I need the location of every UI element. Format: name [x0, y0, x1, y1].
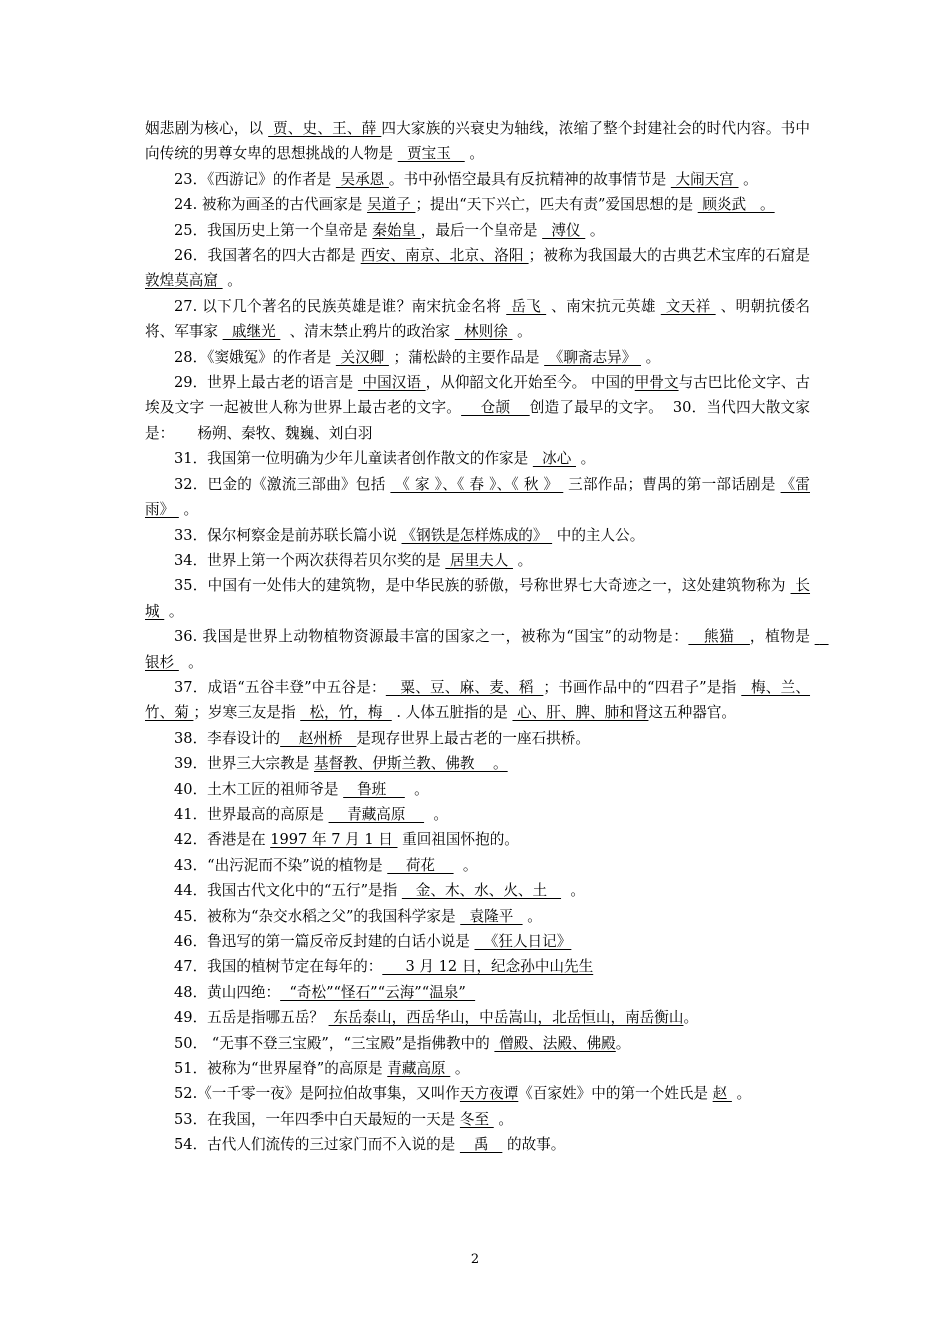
question-paragraph: [145, 1132, 810, 1157]
question-text: 24. 被称为画圣的古代画家是: [174, 196, 368, 214]
question-text: 。: [575, 450, 596, 468]
question-paragraph: [145, 573, 810, 624]
question-text: 。: [512, 551, 533, 569]
question-paragraph: [145, 523, 810, 548]
question-paragraph: [145, 167, 810, 192]
question-text: 38．李春设计的: [174, 729, 281, 747]
question-text: ；岁寒三友是指: [193, 704, 301, 722]
question-text: 。: [222, 272, 242, 290]
answer-blank: 荷花: [387, 856, 454, 874]
question-text: 39．世界三大宗教是: [174, 755, 314, 773]
question-paragraph: [145, 446, 810, 471]
answer-blank: 冰心: [532, 450, 576, 468]
answer-blank: 居里夫人: [445, 551, 513, 569]
question-text: 40．土木工匠的祖师爷是: [174, 780, 344, 798]
answer-blank: 甲骨文: [634, 374, 679, 392]
question-text: 。: [738, 170, 758, 188]
question-paragraph: [145, 192, 810, 217]
question-text: ，从仰韶文化开始至今。 中国的: [425, 374, 635, 392]
question-paragraph: [145, 345, 810, 370]
question-paragraph: [145, 1107, 810, 1132]
answer-blank: 《聊斋志异》: [544, 348, 641, 366]
answer-blank: 青藏高原: [328, 805, 425, 823]
question-text: 53．在我国，一年四季中白天最短的一天是: [174, 1110, 460, 1128]
question-text: ；提出“天下兴亡，匹夫有责”爱国思想的是: [415, 196, 698, 214]
question-text: 51．被称为“世界屋脊”的高原是: [174, 1060, 388, 1078]
question-text: 54．古代人们流传的三过家门而不入说的是: [174, 1136, 460, 1154]
question-paragraph: [145, 116, 810, 167]
answer-blank: 贾、史、王、薛: [268, 120, 382, 137]
question-text: 这五种器官。: [648, 704, 737, 722]
question-text: 29．世界上最古老的语言是: [174, 374, 358, 392]
page-number: 2: [470, 1252, 480, 1267]
answer-blank: 鲁班: [343, 780, 405, 798]
question-text: 。: [404, 780, 429, 798]
question-paragraph: [145, 294, 810, 345]
answer-blank: 敦煌莫高窟: [145, 272, 223, 290]
answer-blank: 《 家 》、《 春 》、《 秋 》: [390, 475, 564, 493]
question-text: ；蒲松龄的主要作品是: [388, 348, 545, 366]
question-paragraph: [145, 1081, 810, 1106]
question-text: . 人体五脏指的是: [391, 704, 513, 722]
question-text: 28．《窦娥冤》的作者是: [174, 348, 336, 366]
answer-blank: 吴承恩: [335, 170, 389, 188]
question-paragraph: [145, 954, 810, 979]
question-text: 52.《一千零一夜》是阿拉伯故事集，又叫作: [174, 1085, 460, 1103]
question-text: 。: [640, 348, 661, 366]
answer-blank: “奇松”“怪石”“云海”“温泉”: [280, 983, 476, 1001]
answer-blank: 金、木、水、火、土: [401, 882, 562, 900]
question-paragraph: [145, 1031, 810, 1056]
answer-blank: 秦始皇: [372, 221, 421, 239]
question-text: ；被称为我国最大的古典艺术宝库的石窟是: [528, 247, 815, 265]
question-text: ，植物是: [749, 628, 815, 646]
question-text: 创造了最早的文字。 30．当代四大散文家是： 杨朔、秦牧、魏巍、刘白羽: [145, 399, 810, 442]
answer-blank: 林则徐: [454, 323, 513, 341]
question-text: 32．巴金的《激流三部曲》包括: [174, 475, 391, 493]
answer-blank: 梅、兰、竹、菊: [145, 678, 811, 722]
answer-blank: 西安、南京、北京、洛阳: [360, 247, 529, 265]
answer-blank: 关汉卿: [335, 348, 389, 366]
answer-blank: 贾宝玉: [397, 145, 465, 163]
question-text: 。书中孙悟空最具有反抗精神的故事情节是: [388, 170, 671, 188]
answer-blank: 赵州桥: [280, 729, 357, 747]
question-text: 与古巴比伦文字、古埃及文字 一起被世人称为世界上最古老的文字。: [145, 374, 810, 417]
question-text: 。: [464, 145, 484, 163]
question-text: 。: [424, 805, 448, 823]
answer-blank: 仓颉: [461, 399, 530, 417]
answer-blank: 松，竹，梅: [300, 704, 392, 722]
question-text: 。: [178, 501, 199, 519]
answer-blank: 僧殿、法殿、佛殿: [494, 1034, 616, 1052]
answer-blank: 1997 年 7 月 1 日: [270, 831, 398, 849]
answer-blank: 溥仪: [542, 221, 586, 239]
question-text: 42．香港是在: [174, 831, 271, 849]
question-text: 26．我国著名的四大古都是: [174, 247, 361, 265]
question-text: 。: [164, 602, 184, 620]
question-paragraph: [145, 929, 810, 954]
question-text: 三部作品；曹禺的第一部话剧是: [563, 475, 781, 493]
answer-blank: 戚继光: [222, 323, 281, 341]
answer-blank: 青藏高原: [387, 1060, 451, 1078]
question-text: 。: [493, 1110, 513, 1128]
question-paragraph: [145, 802, 810, 827]
question-text: 的故事。: [502, 1136, 566, 1154]
question-paragraph: [145, 980, 810, 1005]
answer-blank: 长城: [145, 577, 811, 620]
answer-blank: 心、肝、脾、肺和肾: [512, 704, 649, 722]
question-text: 41．世界最高的高原是: [174, 805, 329, 823]
question-paragraph: [145, 878, 810, 903]
question-paragraph: [145, 624, 829, 675]
answer-blank: 岳飞: [506, 297, 547, 315]
question-text: 49．五岳是指哪五岳？: [174, 1009, 329, 1027]
question-paragraph: [145, 777, 810, 802]
question-paragraph: [145, 243, 815, 294]
question-text: ；书画作品中的“四君子”是指: [543, 678, 742, 696]
answer-blank: 文天祥: [660, 297, 716, 315]
question-text: 是现存世界上最古老的一座石拱桥。: [356, 729, 590, 747]
question-text: 。: [522, 907, 542, 925]
answer-blank: 赵: [712, 1085, 732, 1103]
question-text: 48．黄山四绝：: [174, 983, 281, 1001]
question-text: 31．我国第一位明确为少年儿童读者创作散文的作家是: [174, 450, 533, 468]
answer-blank: 粟、豆、麻、麦、稻: [385, 678, 544, 696]
question-text: 姻悲剧为核心，以: [145, 120, 269, 137]
question-paragraph: [145, 1056, 810, 1081]
answer-blank: 《钢铁是怎样炼成的》: [401, 526, 553, 544]
question-text: 37．成语“五谷丰登”中五谷是：: [174, 678, 386, 696]
question-text: 45．被称为“杂交水稻之父”的我国科学家是: [174, 907, 461, 925]
question-paragraph: [145, 472, 810, 523]
question-text: 。: [615, 1034, 631, 1052]
question-text: 44．我国古代文化中的“五行”是指: [174, 882, 402, 900]
answer-blank: 3 月 12 日，纪念孙中山先生: [382, 958, 594, 976]
question-text: 46．鲁迅写的第一篇反帝反封建的白话小说是: [174, 933, 475, 950]
question-text: 。: [178, 653, 203, 671]
question-text: 。: [512, 323, 532, 341]
question-text: 。: [450, 1060, 470, 1078]
question-text: 34．世界上第一个两次获得若贝尔奖的是: [174, 551, 446, 569]
question-paragraph: [145, 675, 810, 726]
question-paragraph: [145, 218, 810, 243]
question-paragraph: [145, 751, 810, 776]
answer-blank: 基督教、伊斯兰教、佛教 。: [313, 755, 508, 773]
question-paragraph: [145, 548, 810, 573]
question-text: 25．我国历史上第一个皇帝是: [174, 221, 373, 239]
question-text: 50． “无事不登三宝殿”，“三宝殿”是指佛教中的: [174, 1034, 495, 1052]
question-text: 。: [453, 856, 478, 874]
question-paragraph: [145, 904, 810, 929]
question-text: 43．“出污泥而不染”说的植物是: [174, 856, 388, 874]
question-text: 四大家族的兴衰史为轴线，浓缩了整个封建社会的时代内容。书中向传统的男尊女卑的思想挑战的人物是: [145, 120, 810, 163]
answer-blank: 《雷雨》: [145, 475, 810, 519]
question-text: 47．我国的植树节定在每年的：: [174, 958, 383, 976]
answer-blank: 《狂人日记》: [474, 933, 572, 950]
question-text: 《百家姓》中的第一个姓氏是: [518, 1085, 713, 1103]
answer-blank: 吴道子: [367, 196, 416, 214]
question-text: 。: [683, 1009, 699, 1027]
document-body: [145, 116, 829, 1158]
answer-blank: 东岳泰山，西岳华山，中岳嵩山，北岳恒山，南岳衡山: [328, 1009, 684, 1027]
question-text: 中的主人公。: [552, 526, 645, 544]
question-paragraph: [145, 1005, 810, 1030]
question-paragraph: [145, 853, 810, 878]
answer-blank: 大闹天宫: [670, 170, 739, 188]
answer-blank: 禹: [459, 1136, 503, 1154]
question-text: 、清末禁止鸦片的政治家: [280, 323, 455, 341]
question-text: 27. 以下几个著名的民族英雄是谁？南宋抗金名将: [174, 297, 507, 315]
question-text: 36. 我国是世界上动物植物资源最丰富的国家之一，被称为“国宝”的动物是：: [174, 628, 689, 646]
question-text: 、明朝抗倭名将、军事家: [145, 297, 811, 341]
question-paragraph: [145, 827, 810, 852]
question-text: 35．中国有一处伟大的建筑物，是中华民族的骄傲，号称世界七大奇迹之一，这处建筑物称为: [174, 577, 791, 595]
question-text: ，最后一个皇帝是: [420, 221, 543, 239]
answer-blank: 天方夜谭: [459, 1085, 519, 1103]
question-text: 33．保尔柯察金是前苏联长篇小说: [174, 526, 402, 544]
question-text: 23．《西游记》的作者是: [174, 170, 336, 188]
question-paragraph: [145, 370, 810, 446]
answer-blank: 袁隆平: [460, 907, 523, 925]
answer-blank: 顾炎武 。: [697, 196, 775, 214]
answer-blank: 冬至: [459, 1110, 494, 1128]
question-text: 。: [585, 221, 605, 239]
question-text: 。: [731, 1085, 752, 1103]
question-text: 。: [561, 882, 585, 900]
answer-blank: 中国汉语: [357, 374, 426, 392]
answer-blank: 熊猫: [688, 628, 750, 646]
question-paragraph: [145, 726, 810, 751]
question-text: 、南宋抗元英雄: [546, 297, 661, 315]
answer-blank: 银杉: [145, 628, 829, 671]
question-text: 重回祖国怀抱的。: [397, 831, 519, 849]
